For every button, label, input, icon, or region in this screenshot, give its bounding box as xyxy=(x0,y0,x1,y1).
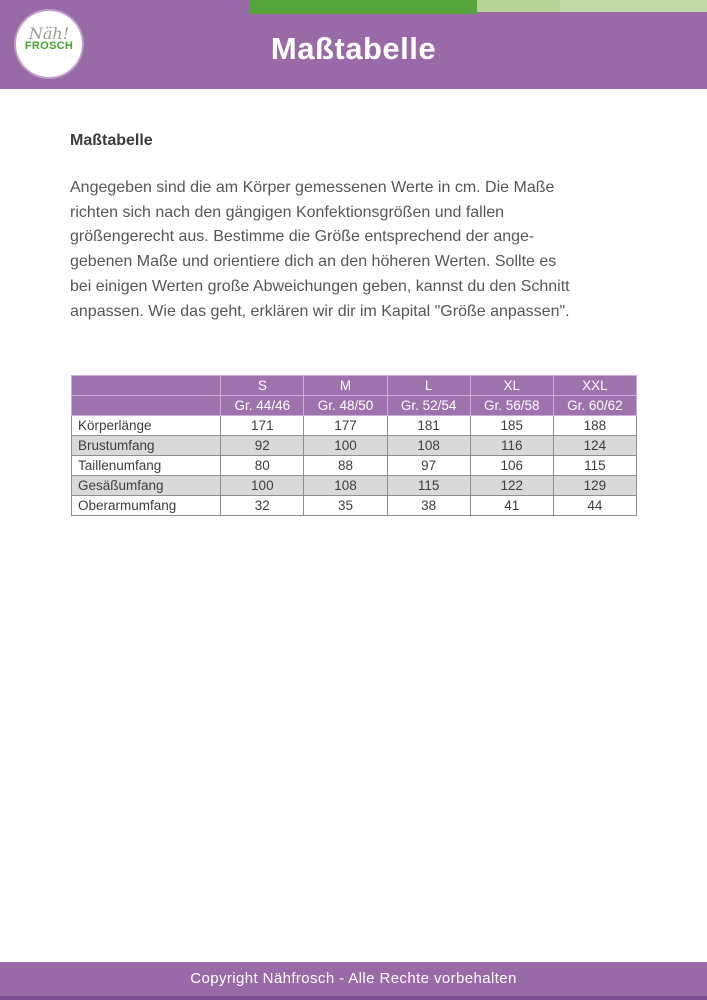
row-label-cell: Gesäßumfang xyxy=(72,476,221,496)
footer-bottom-strip xyxy=(0,996,707,1000)
value-cell: 171 xyxy=(221,416,304,436)
size-table xyxy=(71,375,637,516)
value-cell: 116 xyxy=(470,436,553,456)
value-cell: 80 xyxy=(221,456,304,476)
value-cell: 100 xyxy=(221,476,304,496)
table-header-gr xyxy=(72,396,637,416)
paragraph-line: bei einigen Werten große Abweichungen geben, kannst du den Schnitt xyxy=(70,277,570,295)
page-header xyxy=(0,0,707,89)
value-cell: 100 xyxy=(304,436,387,456)
row-label-cell: Körperlänge xyxy=(72,416,221,436)
row-label-cell: Brustumfang xyxy=(72,436,221,456)
value-cell: 32 xyxy=(221,496,304,516)
naehfrosch-logo xyxy=(16,11,82,77)
table-row xyxy=(72,416,637,436)
value-cell: 188 xyxy=(553,416,636,436)
gr-header-cell: Gr. 60/62 xyxy=(553,396,636,416)
size-header-cell: M xyxy=(304,376,387,396)
value-cell: 97 xyxy=(387,456,470,476)
value-cell: 38 xyxy=(387,496,470,516)
paragraph-line: anpassen. Wie das geht, erklären wir dir im Kapital "Größe anpassen". xyxy=(70,302,570,320)
value-cell: 108 xyxy=(387,436,470,456)
intro-paragraph xyxy=(70,176,570,324)
value-cell: 35 xyxy=(304,496,387,516)
logo-brand-text: FROSCH xyxy=(24,40,74,52)
value-cell: 129 xyxy=(553,476,636,496)
value-cell: 41 xyxy=(470,496,553,516)
paragraph-line: größengerecht aus. Bestimme die Größe entsprechend der ange- xyxy=(70,228,535,246)
value-cell: 115 xyxy=(553,456,636,476)
value-cell: 92 xyxy=(221,436,304,456)
value-cell: 88 xyxy=(304,456,387,476)
size-header-cell: L xyxy=(387,376,470,396)
paragraph-line: Angegeben sind die am Körper gemessenen Werte in cm. Die Maße xyxy=(70,179,555,196)
table-header-sizes xyxy=(72,376,637,396)
empty-corner-cell xyxy=(72,376,221,396)
paragraph-line: gebenen Maße und orientiere dich an den höheren Werten. Sollte es xyxy=(70,253,557,271)
row-label-cell: Taillenumfang xyxy=(72,456,221,476)
size-header-cell: XXL xyxy=(553,376,636,396)
gr-header-cell: Gr. 56/58 xyxy=(470,396,553,416)
gr-header-cell: Gr. 48/50 xyxy=(304,396,387,416)
value-cell: 124 xyxy=(553,436,636,456)
section-heading: Maßtabelle xyxy=(70,132,153,149)
value-cell: 115 xyxy=(387,476,470,496)
value-cell: 44 xyxy=(553,496,636,516)
gr-header-cell: Gr. 52/54 xyxy=(387,396,470,416)
table-row xyxy=(72,456,637,476)
row-label-cell: Oberarmumfang xyxy=(72,496,221,516)
gr-header-cell: Gr. 44/46 xyxy=(221,396,304,416)
value-cell: 122 xyxy=(470,476,553,496)
size-header-cell: S xyxy=(221,376,304,396)
page-title: Maßtabelle xyxy=(270,31,437,66)
paragraph-line: richten sich nach den gängigen Konfektionsgrößen und fallen xyxy=(70,203,505,221)
value-cell: 108 xyxy=(304,476,387,496)
size-header-cell: XL xyxy=(470,376,553,396)
empty-corner-cell xyxy=(72,396,221,416)
logo-script-text: Näh! xyxy=(28,24,70,43)
value-cell: 177 xyxy=(304,416,387,436)
copyright-footer: Copyright Nähfrosch - Alle Rechte vorbehalten xyxy=(0,962,707,996)
table-row xyxy=(72,436,637,456)
table-row xyxy=(72,496,637,516)
value-cell: 185 xyxy=(470,416,553,436)
value-cell: 181 xyxy=(387,416,470,436)
table-row xyxy=(72,476,637,496)
value-cell: 106 xyxy=(470,456,553,476)
